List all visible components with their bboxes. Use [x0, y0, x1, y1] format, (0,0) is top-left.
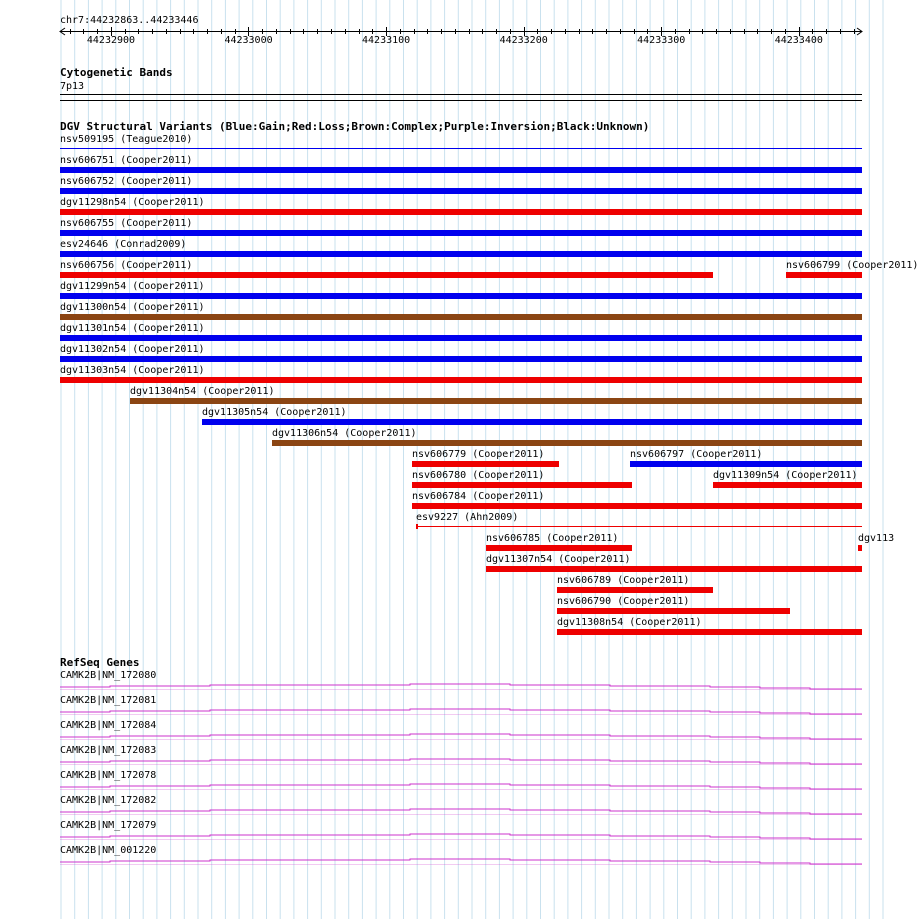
- refseq-gene-label[interactable]: CAMK2B|NM_172080: [60, 670, 157, 681]
- dgv-feature-label: nsv606785 (Cooper2011): [486, 533, 619, 544]
- dgv-feature-label: nsv606752 (Cooper2011): [60, 176, 193, 187]
- dgv-feature-label: nsv509195 (Teague2010): [60, 134, 193, 145]
- refseq-gene-label[interactable]: CAMK2B|NM_172078: [60, 770, 157, 781]
- dgv-feature-label: dgv11304n54 (Cooper2011): [130, 386, 275, 397]
- dgv-feature-label: nsv606784 (Cooper2011): [412, 491, 545, 502]
- refseq-gene-label[interactable]: CAMK2B|NM_172083: [60, 745, 157, 756]
- refseq-gene-label[interactable]: CAMK2B|NM_172081: [60, 695, 157, 706]
- dgv-feature-label: dgv11298n54 (Cooper2011): [60, 197, 205, 208]
- dgv-feature-label: dgv11307n54 (Cooper2011): [486, 554, 631, 565]
- refseq-gene-label[interactable]: CAMK2B|NM_001220: [60, 845, 157, 856]
- dgv-feature-label: nsv606780 (Cooper2011): [412, 470, 545, 481]
- refseq-gene-label[interactable]: CAMK2B|NM_172084: [60, 720, 157, 731]
- refseq-gene-line: [60, 709, 862, 714]
- dgv-track-title[interactable]: DGV Structural Variants (Blue:Gain;Red:Loss;Brown:Complex;Purple:Inversion;Black:Unknown): [60, 120, 650, 133]
- ruler-tick-label: 44233000: [224, 35, 273, 46]
- ruler-tick-label: 44233200: [499, 35, 548, 46]
- dgv-feature-label: nsv606790 (Cooper2011): [557, 596, 690, 607]
- dgv-feature-label: nsv606751 (Cooper2011): [60, 155, 193, 166]
- dgv-feature-label: dgv11299n54 (Cooper2011): [60, 281, 205, 292]
- refseq-gene-line: [60, 759, 862, 764]
- dgv-feature-label: nsv606789 (Cooper2011): [557, 575, 690, 586]
- refseq-gene-line: [60, 809, 862, 814]
- position-label: chr7:44232863..44233446: [60, 15, 199, 26]
- refseq-gene-label[interactable]: CAMK2B|NM_172082: [60, 795, 157, 806]
- dgv-feature-label: nsv606756 (Cooper2011): [60, 260, 193, 271]
- dgv-feature-label: nsv606797 (Cooper2011): [630, 449, 763, 460]
- ruler-tick-label: 44232900: [86, 35, 136, 46]
- dgv-feature-label: dgv11308n54 (Cooper2011): [557, 617, 702, 628]
- dgv-feature-label: dgv11303n54 (Cooper2011): [60, 365, 205, 376]
- dgv-feature-label: dgv11302n54 (Cooper2011): [60, 344, 205, 355]
- dgv-feature-label: nsv606799 (Cooper2011): [786, 260, 918, 271]
- refseq-gene-label[interactable]: CAMK2B|NM_172079: [60, 820, 157, 831]
- dgv-feature-label: esv24646 (Conrad2009): [60, 239, 187, 250]
- refseq-gene-line: [60, 859, 862, 864]
- refseq-gene-line: [60, 734, 862, 739]
- dgv-feature-label: dgv11300n54 (Cooper2011): [60, 302, 205, 313]
- refseq-gene-line: [60, 784, 862, 789]
- cytoband-label: 7p13: [60, 81, 85, 92]
- ruler-tick-label: 44233100: [362, 35, 411, 46]
- dgv-feature-label: dgv11309n54 (Cooper2011): [713, 470, 858, 481]
- dgv-feature-label: esv9227 (Ahn2009): [416, 512, 519, 523]
- dgv-feature-label: dgv11305n54 (Cooper2011): [202, 407, 347, 418]
- ruler-tick-label: 44233300: [637, 35, 686, 46]
- dgv-feature-label: nsv606779 (Cooper2011): [412, 449, 545, 460]
- ruler-tick-label: 44233400: [774, 35, 823, 46]
- refseq-track-title[interactable]: RefSeq Genes: [60, 656, 140, 669]
- refseq-gene-line: [60, 684, 862, 689]
- cytoband-track-title[interactable]: Cytogenetic Bands: [60, 66, 173, 79]
- refseq-gene-line: [60, 834, 862, 839]
- dgv-feature-label: nsv606755 (Cooper2011): [60, 218, 193, 229]
- dgv-feature-label: dgv11306n54 (Cooper2011): [272, 428, 417, 439]
- dgv-feature-label: dgv11301n54 (Cooper2011): [60, 323, 205, 334]
- dgv-feature-label: dgv113: [858, 533, 895, 544]
